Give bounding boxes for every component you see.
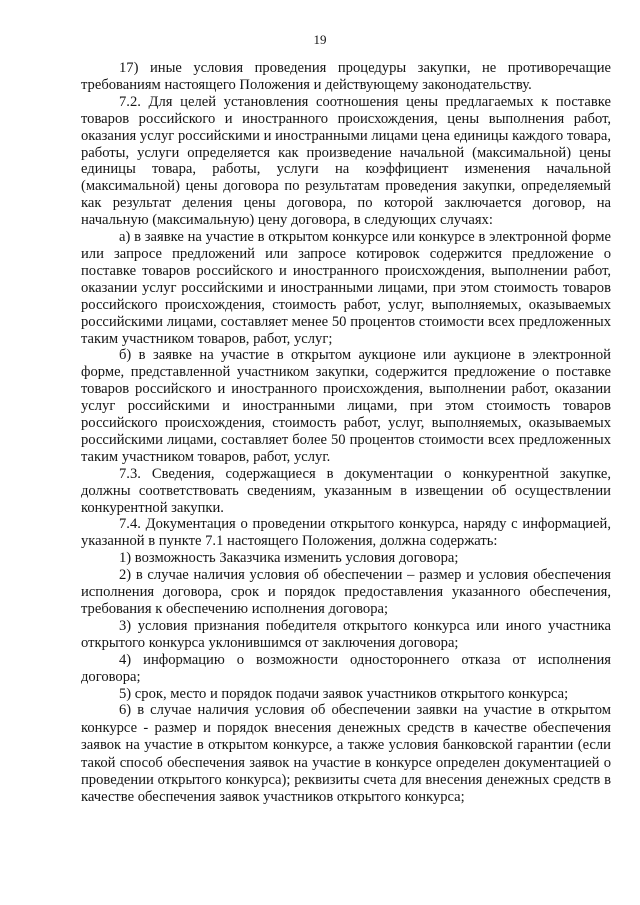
paragraph-7-2-b: б) в заявке на участие в открытом аукционе или аукционе в электронной форме, представленной участником закупки, содержится предложение о поставке товаров российского и иностранного происхождения, выполнении работ, оказании услуг российскими и иностранными лицами, при этом стоимость товаров российского происхождения, стоимость работ, услуг, выполняемых, оказываемых российскими лицами, составляет более 50 процентов стоимости всех предложенных таким участником товаров, работ, услуг. xyxy=(81,347,611,465)
paragraph-7-4-2: 2) в случае наличия условия об обеспечении – размер и условия обеспечения исполнения договора, срок и порядок предоставления указанного обеспечения, требования к обеспечению исполнения договора; xyxy=(81,567,611,617)
paragraph-7-4-1: 1) возможность Заказчика изменить условия договора; xyxy=(119,550,459,567)
page-body xyxy=(81,60,611,807)
paragraph-7-4-4: 4) информацию о возможности одностороннего отказа от исполнения договора; xyxy=(81,651,611,685)
paragraph-7-4: 7.4. Документация о проведении открытого конкурса, наряду с информацией, указанной в пункте 7.1 настоящего Положения, должна содержать: xyxy=(81,516,611,550)
paragraph-7-4-6: 6) в случае наличия условия об обеспечении заявки на участие в открытом конкурсе - размер и порядок внесения денежных средств в качестве обеспечения заявок на участие в открытом конкурсе, а также условия банковской гарантии (если такой способ обеспечения заявок на участие в конкурсе определен документацией о проведении открытого конкурса); реквизиты счета для внесения денежных средств в качестве обеспечения заявок участников открытого конкурса; xyxy=(81,702,611,806)
paragraph-7-2: 7.2. Для целей установления соотношения цены предлагаемых к поставке товаров российского и иностранного происхождения, цены выполнения работ, оказания услуг российскими и иностранными лицами цена единицы каждого товара, работы, услуги определяется как произведение начальной (максимальной) цены единицы товара, работы, услуги на коэффициент изменения начальной (максимальной) цены договора по результатам проведения закупки, определяемый как результат деления цены договора, по которой заключается договор, на начальную (максимальную) цену договора, в следующих случаях: xyxy=(81,93,611,229)
paragraph-7-2-a: а) в заявке на участие в открытом конкурсе или конкурсе в электронной форме или запросе предложений или запросе котировок содержится предложение о поставке товаров российского и иностранного происхождения, выполнении работ, оказании услуг российскими и иностранными лицами, при этом стоимость товаров российского происхождения, стоимость работ, услуг, выполняемых, оказываемых российскими лицами, составляет менее 50 процентов стоимости всех предложенных таким участником товаров, работ, услуг; xyxy=(81,229,611,347)
paragraph-item-17: 17) иные условия проведения процедуры закупки, не противоречащие требованиям настоящего Положения и действующему законодательству. xyxy=(81,60,611,93)
paragraph-7-4-3: 3) условия признания победителя открытого конкурса или иного участника открытого конкурса уклонившимся от заключения договора; xyxy=(81,617,611,651)
paragraph-7-4-5: 5) срок, место и порядок подачи заявок участников открытого конкурса; xyxy=(119,685,569,702)
paragraph-7-3: 7.3. Сведения, содержащиеся в документации о конкурентной закупке, должны соответствовать сведениям, указанным в извещении об осуществлении конкурентной закупки. xyxy=(81,465,611,516)
page-number: 19 xyxy=(313,32,327,47)
